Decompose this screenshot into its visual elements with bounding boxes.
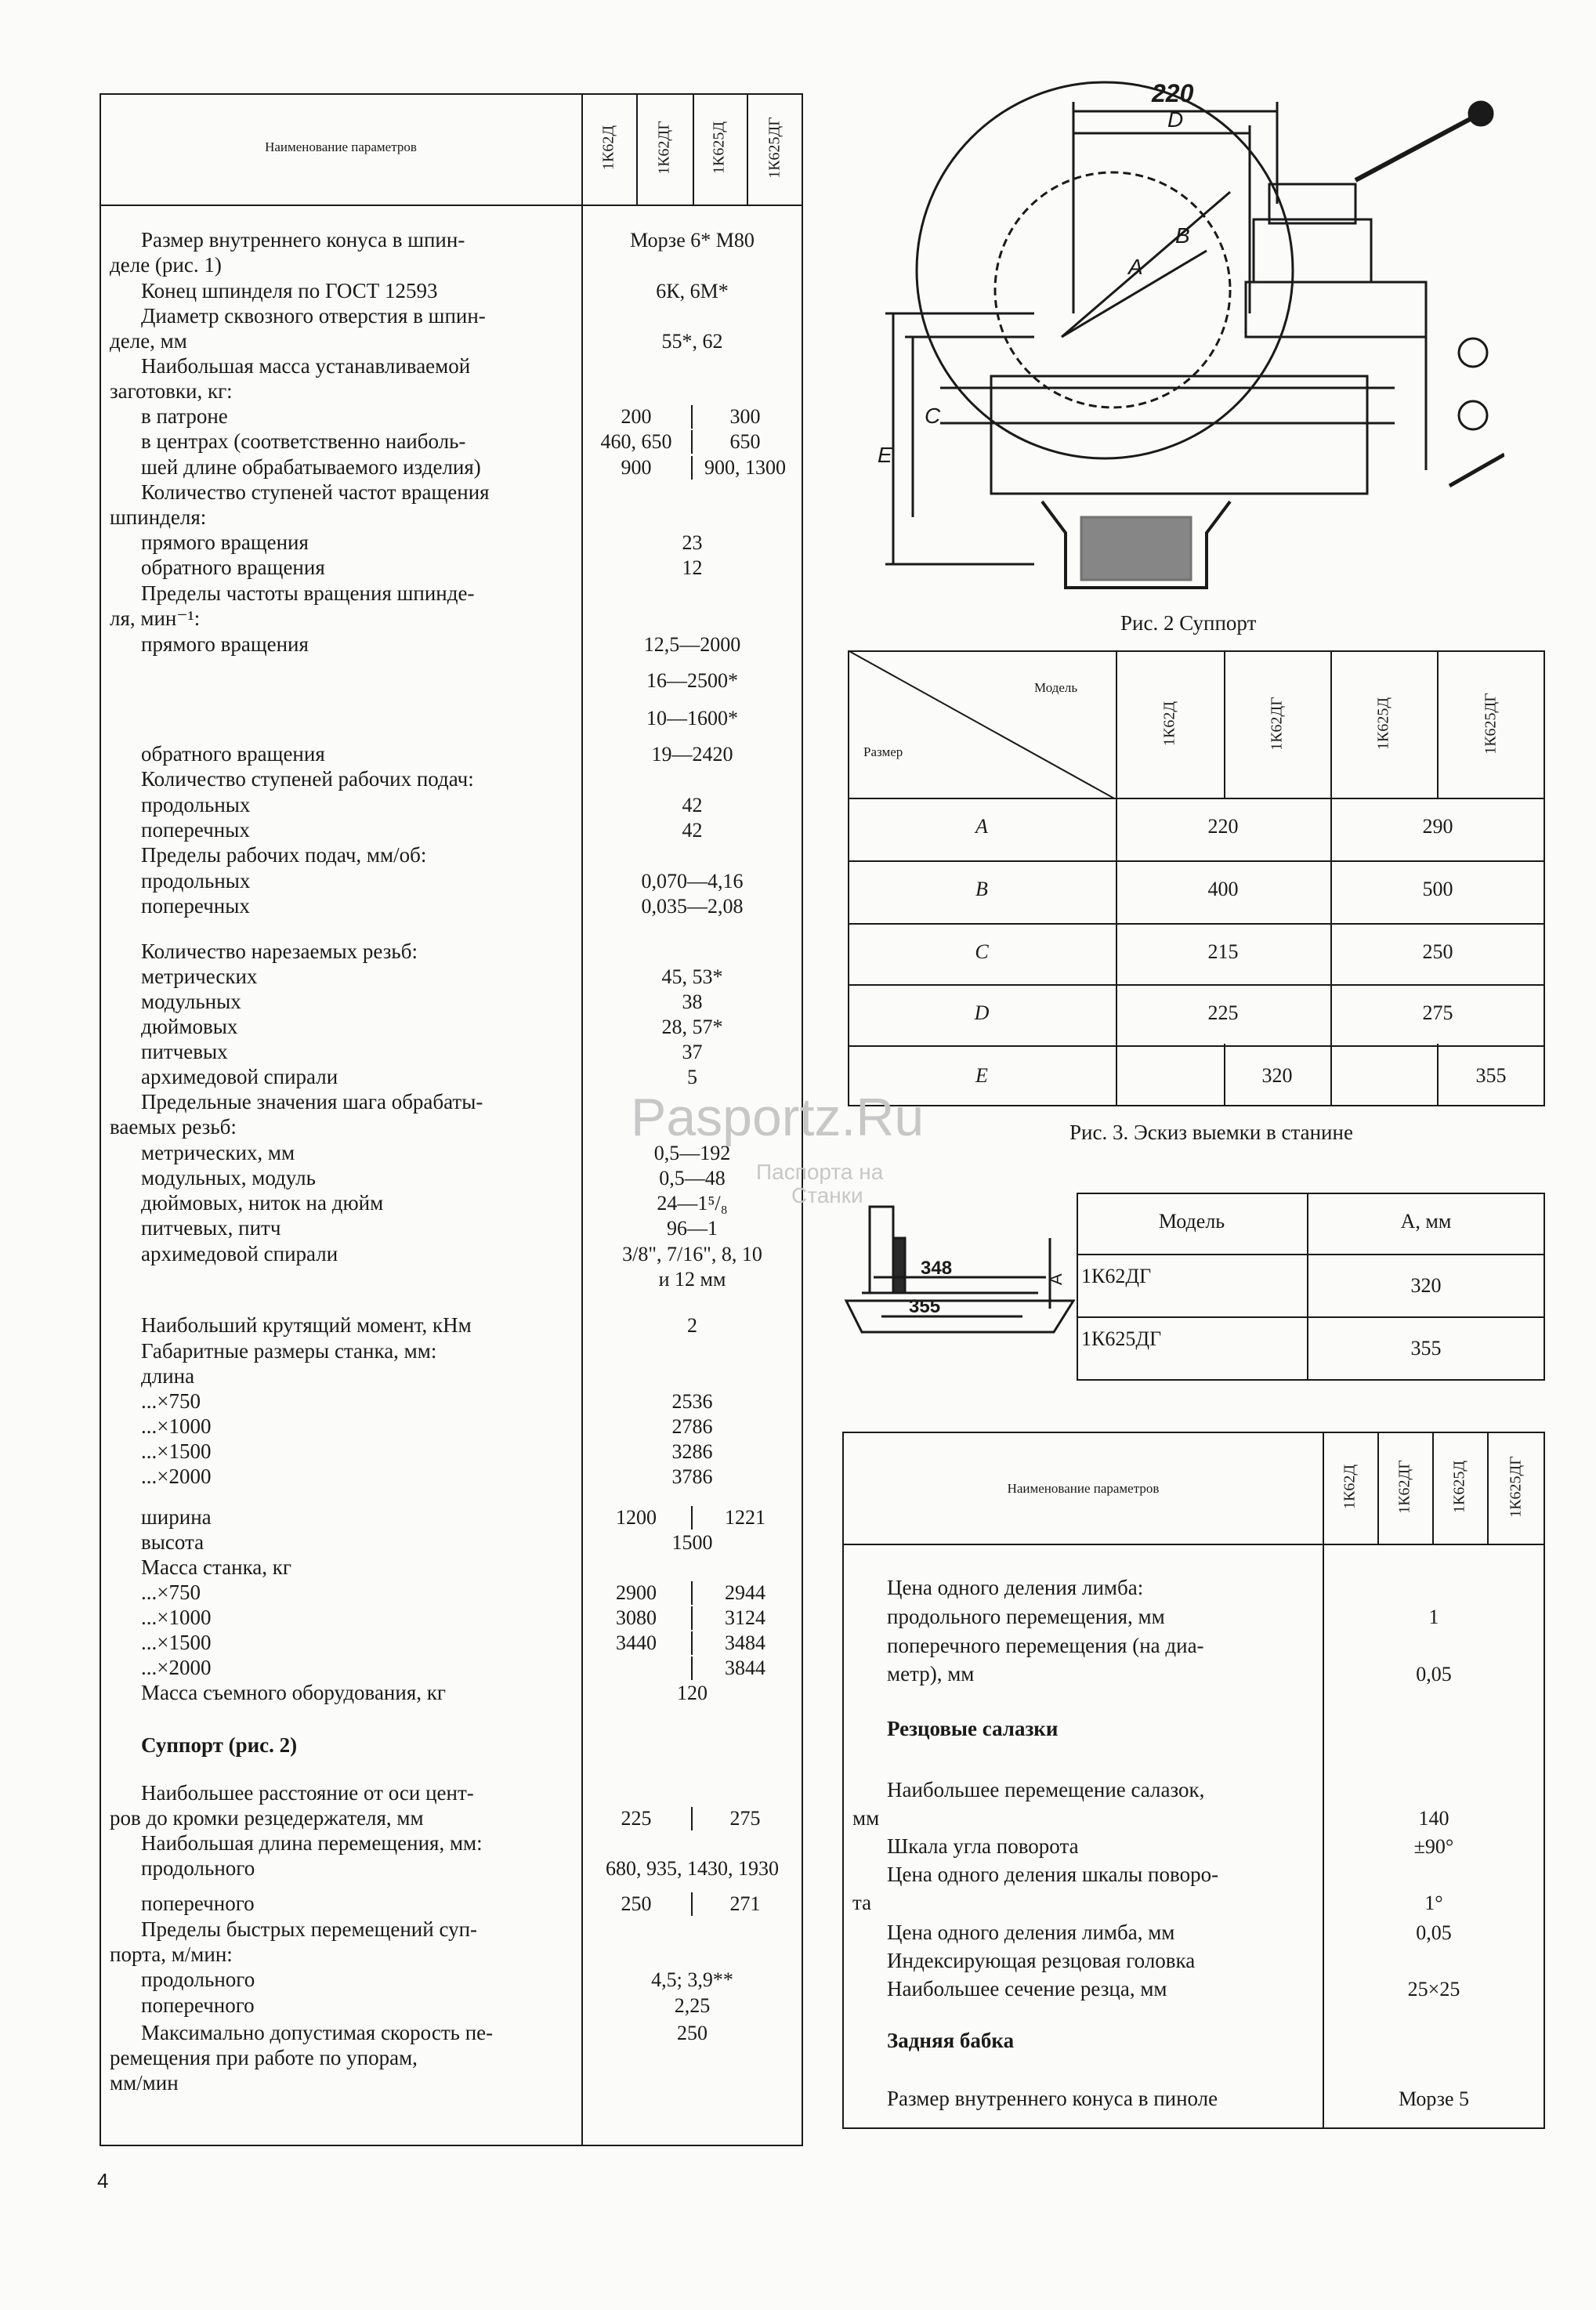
fig3-a-left: 220 [1207,815,1239,838]
fig2-dim-220: 220 [1152,79,1194,107]
main-row-label: модульных [141,990,241,1013]
main-row-value: 16—2500* [646,669,738,692]
main-row-label: Наибольший крутящий момент, кНм [141,1313,472,1337]
model-table-col-model: Модель [1158,1210,1225,1233]
main-row-label: ремещения при работе по упорам, [110,2046,418,2069]
right-row-label: Цена одного деления лимба, мм [887,1921,1175,1944]
main-row-label: Конец шпинделя по ГОСТ 12593 [141,279,438,302]
main-row-value: 37 [682,1041,703,1063]
main-header-model-3: 1К625Д [710,121,728,174]
right-header-model-1: 1К62Д [1341,1465,1359,1509]
main-row-value: 120 [677,1682,708,1704]
fig3-corner-model: Модель [1034,680,1078,695]
model-table-col-a: А, мм [1400,1210,1452,1233]
main-row-label: порта, м/мин: [110,1942,233,1966]
right-row-value: 140 [1418,1807,1449,1830]
fig3-b-left: 400 [1207,878,1239,900]
fig3-caption: Рис. 3. Эскиз выемки в станине [1069,1121,1353,1144]
page-number: 4 [97,2169,109,2192]
right-row-label: мм [852,1806,880,1830]
main-row-label: ...×750 [141,1580,201,1604]
main-row-label: Масса съемного оборудования, кг [141,1681,446,1704]
main-row-label: Габаритные размеры станка, мм: [141,1339,437,1363]
main-row-label: поперечных [141,818,250,842]
main-row-separator [691,1631,693,1655]
main-row-label: поперечного [141,1892,255,1915]
main-row-value: 5 [687,1066,697,1088]
main-row-value-right: 300 [729,405,761,428]
main-row-value: 12,5—2000 [643,633,741,656]
main-row-value: 28, 57* [661,1016,723,1038]
fig2-inner-circle [995,172,1230,407]
fig3-corner-diagonal [848,650,1116,799]
fig3-size-e: E [975,1064,988,1087]
main-row-value: 680, 935, 1430, 1930 [606,1857,779,1880]
main-row-label: ля, мин⁻¹: [110,606,201,630]
main-row-separator [691,1581,693,1605]
main-row-value-left: 250 [621,1892,652,1915]
main-row-label: поперечного [141,1993,255,2017]
main-row-value-right: 275 [729,1807,761,1830]
main-row-label: прямого вращения [141,530,309,554]
main-row-label: Суппорт (рис. 2) [141,1733,298,1757]
fig2-dim-d: D [1167,107,1184,132]
main-row-value-left: 2900 [616,1581,657,1604]
sketch-dim-a: A [1046,1273,1066,1285]
main-row-value-right: 3844 [725,1656,765,1679]
recess-sketch [842,1199,1077,1348]
main-row-label: шпинделя: [110,505,207,529]
main-row-value: 0,5—192 [653,1142,731,1164]
right-row-label: продольного перемещения, мм [887,1605,1165,1628]
main-row-value: 96—1 [667,1217,718,1240]
main-row-separator [691,1606,693,1630]
main-row-label: ...×2000 [141,1465,212,1488]
main-row-value: 42 [682,819,703,842]
watermark-sub-1: Паспорта на [756,1160,884,1184]
right-row-value: 25×25 [1407,1978,1460,2000]
main-row-value: 45, 53* [661,965,723,988]
main-row-value: 6К, 6М* [656,280,729,302]
main-row-value: 2,25 [674,1994,711,2017]
main-row-value: 3/8", 7/16", 8, 10 [622,1243,762,1265]
main-row-label: метрических, мм [141,1141,295,1164]
watermark-sub-2: Станки [791,1183,863,1208]
fig3-header-model-3: 1К625Д [1374,697,1392,750]
main-row-label: обратного вращения [141,556,325,579]
main-header-model-1: 1К62Д [599,125,617,170]
main-row-label: заготовки, кг: [110,379,233,403]
main-row-label: продольного [141,1856,255,1880]
right-header-model-4: 1К625ДГ [1507,1456,1525,1518]
main-row-label: продольных [141,793,251,816]
right-row-label: Размер внутреннего конуса в пиноле [887,2087,1218,2110]
main-row-value: 0,5—48 [659,1167,726,1189]
watermark-main: Pasportz.Ru [631,1088,925,1147]
right-row-label: Наибольшее сечение резца, мм [887,1977,1167,2000]
main-row-label: Максимально допустимая скорость пе- [141,2021,494,2044]
model-table-row-2-model: 1К625ДГ [1081,1327,1162,1350]
main-row-value-left: 3440 [616,1631,657,1654]
main-row-label: Масса станка, кг [141,1555,291,1579]
main-row-label: мм/мин [110,2071,179,2095]
main-row-label: ...×2000 [141,1656,212,1679]
main-row-label: продольных [141,869,251,892]
main-row-label: Размер внутреннего конуса в шпин- [141,228,465,252]
main-row-value-right: 2944 [725,1581,765,1604]
fig2-dim-a: A [1128,255,1143,279]
fig3-size-b: B [975,878,988,900]
right-row-value: ±90° [1413,1835,1454,1858]
right-row-value: 0,05 [1416,1663,1452,1685]
right-row-label: метр), мм [887,1662,975,1685]
main-row-label: деле (рис. 1) [110,253,222,277]
main-row-value-left: 200 [621,405,652,428]
right-row-label: поперечного перемещения (на диа- [887,1634,1204,1657]
main-row-label: ширина [141,1505,212,1529]
main-row-value-left: 460, 650 [600,430,672,453]
fig3-e-v2: 320 [1261,1064,1293,1087]
right-row-label: Задняя бабка [887,2029,1015,2052]
main-row-value-right: 1221 [725,1506,765,1529]
sketch-dim-355: 355 [909,1296,941,1317]
main-row-value-right: 3124 [725,1606,765,1629]
main-row-label: модульных, модуль [141,1166,316,1189]
right-header-model-2: 1К62ДГ [1395,1460,1413,1514]
main-header-model-2: 1К62ДГ [655,121,673,175]
main-row-label: Пределы частоты вращения шпинде- [141,581,475,605]
fig2-dim-b: B [1175,223,1190,248]
main-row-label: питчевых, питч [141,1216,281,1240]
main-row-label: в патроне [141,404,228,428]
right-row-label: Цена одного деления лимба: [887,1576,1144,1599]
main-row-value-left: 1200 [616,1506,657,1529]
main-table-col-divider [581,93,583,2146]
main-row-value-left: 3080 [616,1606,657,1629]
main-row-value: 3786 [671,1465,713,1488]
main-row-value: 24—1⁵/₈ [657,1192,728,1215]
main-row-label: Пределы рабочих подач, мм/об: [141,843,427,867]
main-row-value: и 12 мм [658,1268,726,1291]
main-row-value: 12 [682,556,703,579]
fig3-c-right: 250 [1422,940,1453,963]
main-row-separator [691,1807,693,1830]
fig3-header-model-1: 1К62Д [1160,701,1178,746]
main-header-model-4: 1К625ДГ [765,117,784,179]
main-row-value: 23 [682,531,703,554]
right-row-value: 1° [1424,1892,1443,1914]
main-row-label: архимедовой спирали [141,1065,338,1088]
main-row-value-right: 900, 1300 [704,456,786,479]
main-row-value-right: 271 [729,1892,761,1915]
main-row-label: ...×750 [141,1389,201,1413]
fig3-header-model-4: 1К625ДГ [1482,693,1500,755]
main-row-value: 55*, 62 [661,330,723,353]
main-row-label: ...×1500 [141,1439,212,1463]
fig3-size-d: D [974,1001,990,1024]
main-row-value: 2786 [671,1415,713,1438]
main-row-value: Морзе 6* М80 [630,229,755,252]
main-row-label: ...×1000 [141,1414,212,1438]
main-row-value: 1500 [671,1531,713,1554]
main-row-value-left: 225 [621,1807,652,1830]
main-row-value-right: 3484 [725,1631,765,1654]
right-table-header-title: Наименование параметров [1007,1481,1160,1496]
fig3-a-right: 290 [1422,815,1453,838]
fig2-dim-c: C [925,404,941,428]
main-row-label: прямого вращения [141,632,309,656]
right-row-label: Цена одного деления шкалы поворо- [887,1863,1219,1886]
main-table-header-divider [100,205,803,206]
fig2-outer-circle [917,82,1293,458]
sketch-dim-348: 348 [921,1258,953,1279]
right-header-model-3: 1К625Д [1450,1461,1468,1513]
main-row-separator [691,1506,693,1530]
main-row-label: Количество нарезаемых резьб: [141,940,418,963]
main-row-label: обратного вращения [141,742,325,766]
main-row-label: метрических [141,965,258,988]
main-row-value-left: 900 [621,456,652,479]
main-row-value: 0,070—4,16 [641,870,744,892]
main-row-value: 19—2420 [651,743,733,766]
right-row-label: Индексирующая резцовая головка [887,1949,1196,1972]
main-row-label: высота [141,1530,204,1554]
main-row-separator [691,1892,693,1916]
fig3-d-right: 275 [1422,1001,1453,1024]
fig3-corner-size: Размер [863,744,903,759]
fig3-size-c: C [975,940,989,963]
main-row-value: 38 [682,990,703,1013]
main-row-label: шей длине обрабатываемого изделия) [141,455,481,479]
main-table-header-title: Наименование параметров [265,139,417,154]
main-row-value: 3286 [671,1440,713,1463]
main-row-label: деле, мм [110,329,187,353]
right-row-value: 1 [1428,1606,1439,1628]
main-row-label: ваемых резьб: [110,1115,237,1139]
main-row-label: питчевых [141,1040,228,1063]
model-table-row-1-model: 1К62ДГ [1081,1265,1152,1287]
main-row-label: Наибольшее расстояние от оси цент- [141,1781,474,1805]
main-row-value: 4,5; 3,9** [651,1968,733,1991]
fig3-header-model-2: 1К62ДГ [1268,697,1286,751]
right-row-label: та [852,1891,872,1914]
model-table-row-1-a: 320 [1410,1274,1442,1297]
fig3-e-v4: 355 [1475,1064,1507,1087]
main-row-label: Количество ступеней частот вращения [141,480,490,504]
main-row-value: 42 [682,794,703,816]
main-row-value: 0,035—2,08 [641,895,744,918]
main-row-label: архимедовой спирали [141,1242,338,1265]
figure-2-caption: Рис. 2 Суппорт [1120,611,1257,635]
main-row-label: дюймовых, ниток на дюйм [141,1191,384,1215]
main-row-label: ров до кромки резцедержателя, мм [110,1806,424,1830]
fig3-c-left: 215 [1207,940,1239,963]
main-row-label: Предельные значения шага обрабаты- [141,1090,483,1113]
main-row-separator [691,1656,693,1680]
main-row-value: 2536 [671,1390,713,1413]
main-row-label: ...×1500 [141,1631,212,1654]
fig2-dim-e: E [878,443,892,467]
main-row-value: 10—1600* [646,707,738,730]
main-row-label: Количество ступеней рабочих подач: [141,767,474,791]
main-row-label: Наибольшая длина перемещения, мм: [141,1831,483,1855]
right-row-label: Наибольшее перемещение салазок, [887,1778,1205,1801]
right-row-label: Резцовые салазки [887,1717,1059,1740]
right-row-value: Морзе 5 [1398,2087,1470,2110]
main-row-value: 2 [687,1314,697,1337]
main-row-separator [691,405,693,429]
main-row-label: Диаметр сквозного отверстия в шпин- [141,304,486,328]
fig3-size-a: A [975,815,988,838]
fig3-d-left: 225 [1207,1001,1239,1024]
model-table-row-2-a: 355 [1410,1337,1442,1360]
main-row-label: Пределы быстрых перемещений суп- [141,1917,478,1941]
main-row-label: продольного [141,1968,255,1991]
main-row-value: 250 [677,2022,708,2044]
main-row-value-right: 650 [729,430,761,453]
right-row-label: Шкала угла поворота [887,1834,1079,1858]
main-row-separator [691,456,693,480]
main-row-separator [691,430,693,454]
main-row-label: поперечных [141,894,250,918]
main-row-label: ...×1000 [141,1606,212,1629]
main-row-label: Наибольшая масса устанавливаемой [141,354,471,378]
main-row-label: в центрах (соответственно наиболь- [141,429,466,453]
right-row-value: 0,05 [1416,1921,1452,1944]
figure-2-drawing [878,78,1504,611]
main-row-label: длина [141,1364,195,1388]
fig3-b-right: 500 [1422,878,1453,900]
main-row-label: дюймовых [141,1015,238,1038]
